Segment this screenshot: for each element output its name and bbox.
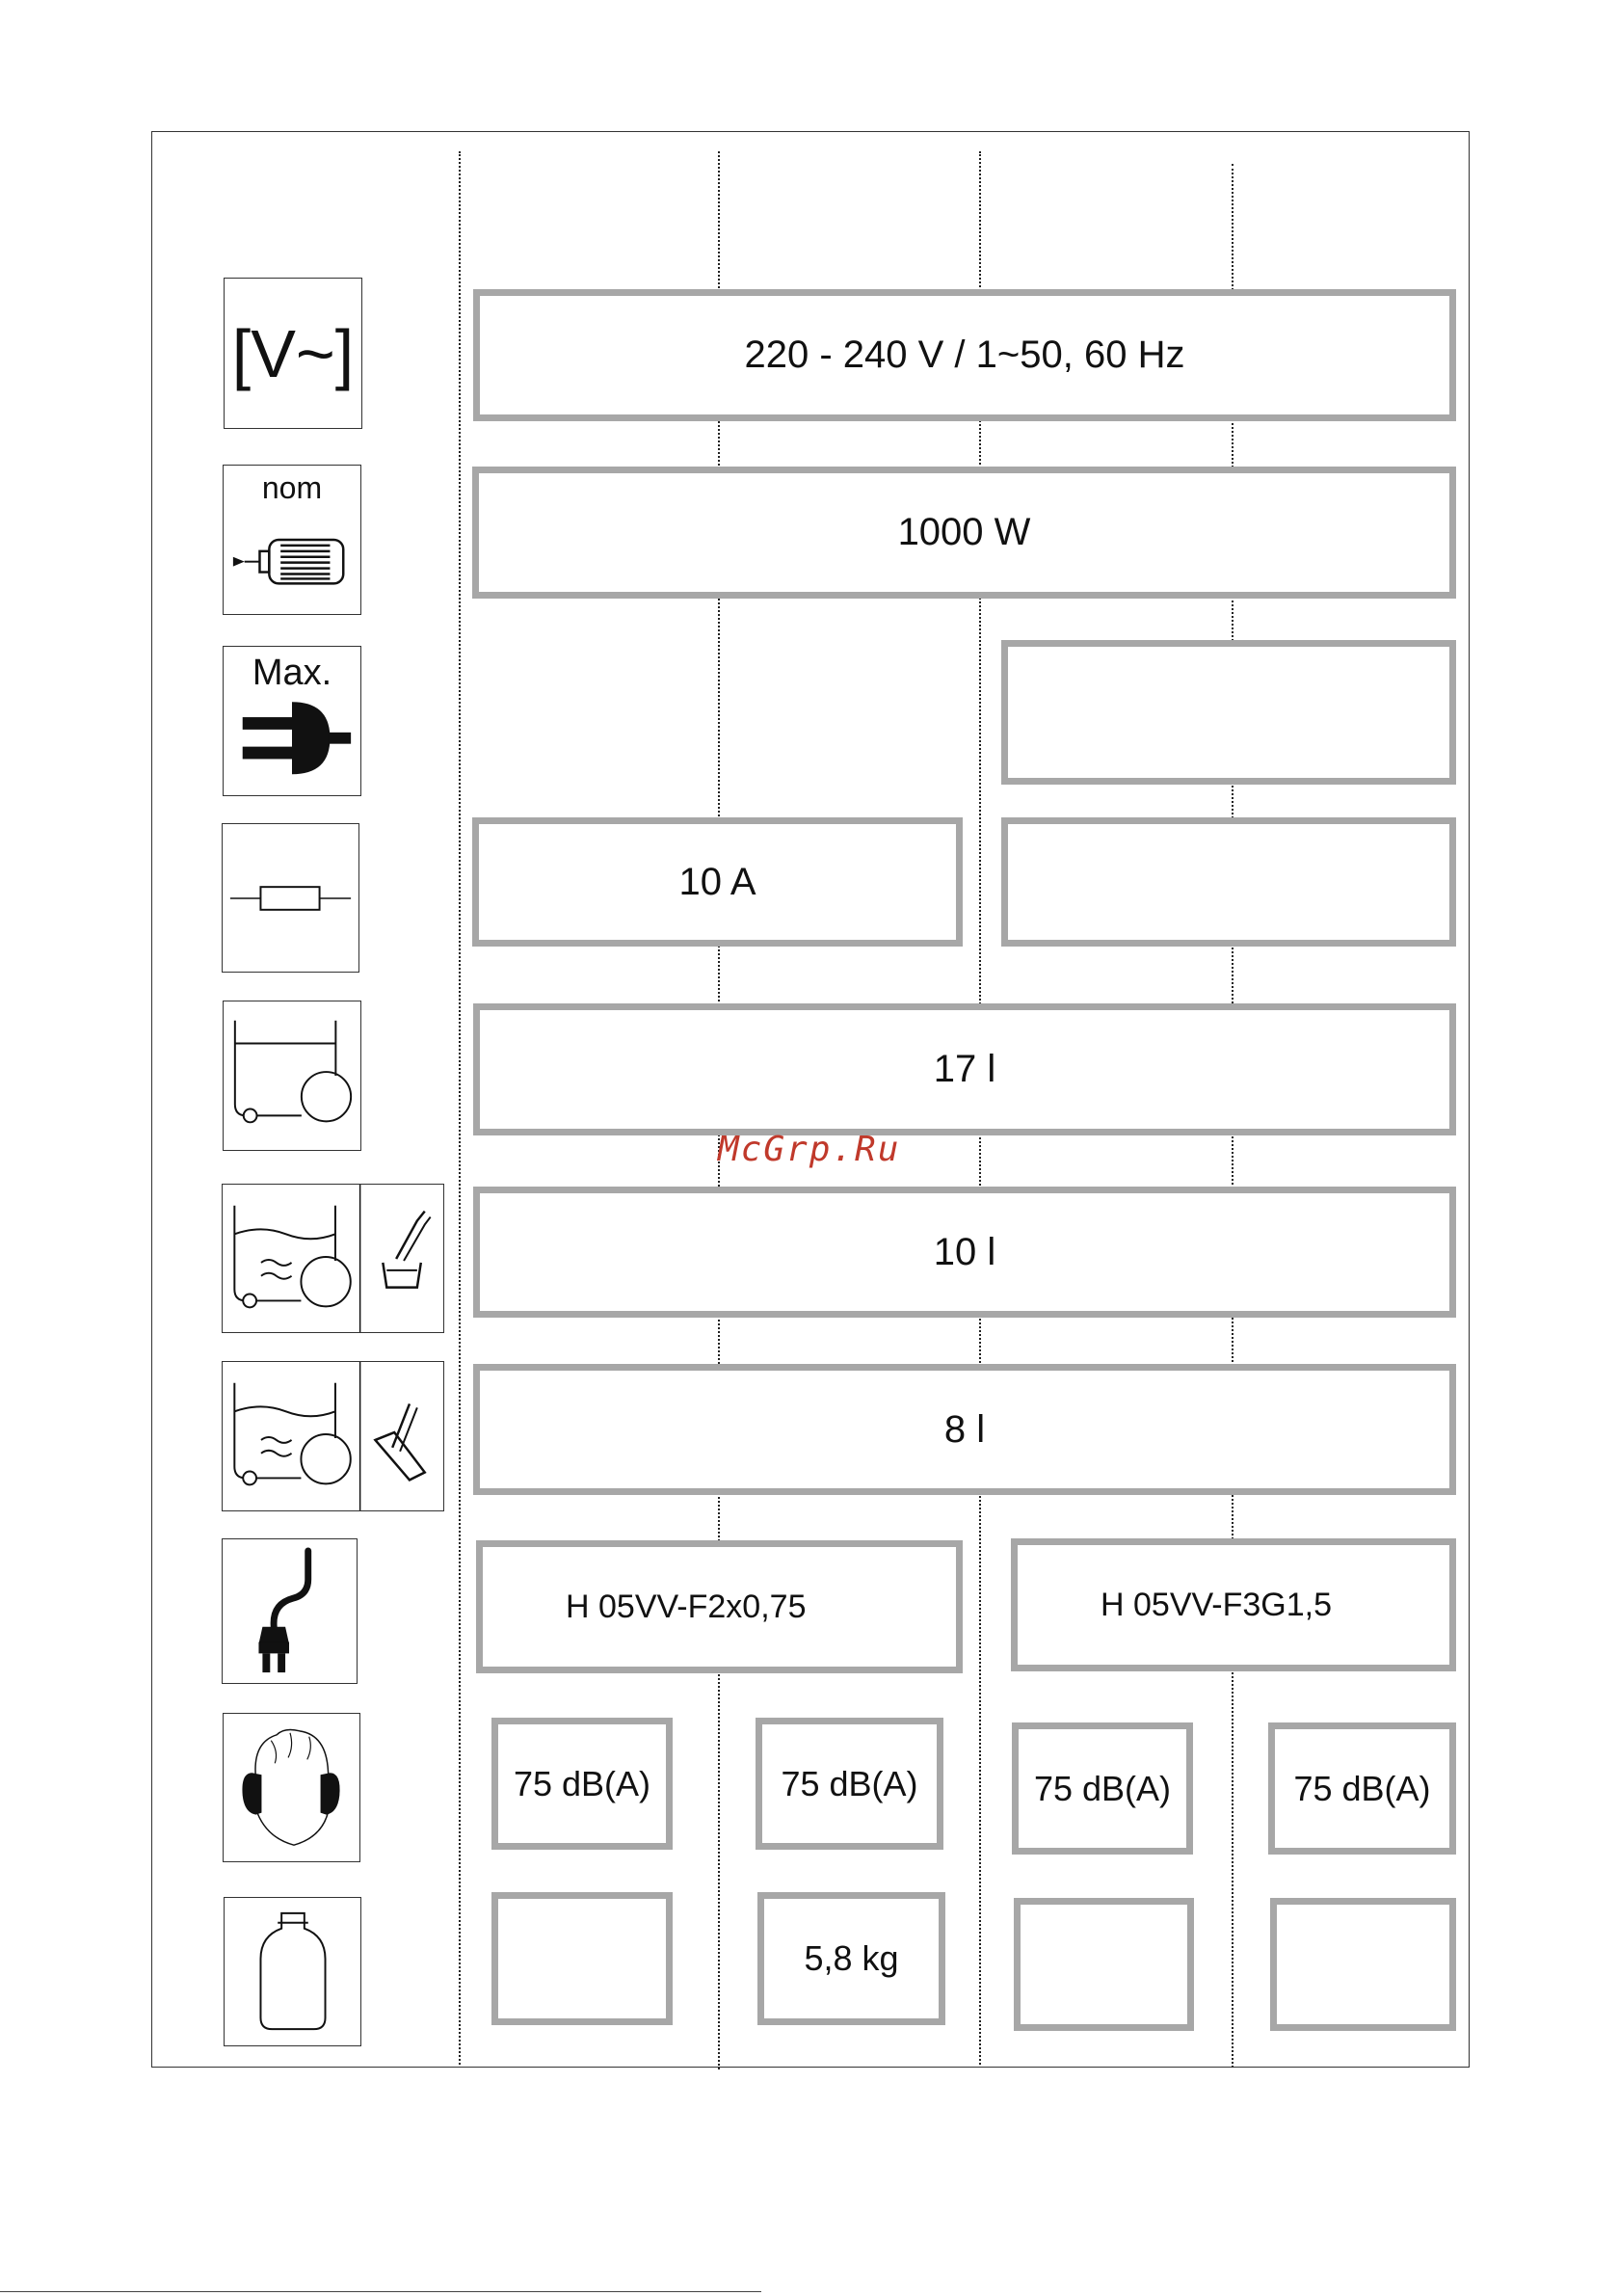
voltage-value-box bbox=[473, 289, 1456, 421]
noise-value-3: 75 dB(A) bbox=[1033, 1768, 1172, 1808]
noise-value-1: 75 dB(A) bbox=[513, 1763, 651, 1803]
fuse-value-box-left bbox=[472, 817, 963, 947]
cable-value-left: H 05VV-F2x0,75 bbox=[566, 1588, 807, 1625]
power-cable-icon bbox=[222, 1538, 358, 1684]
voltage-value: 220 - 240 V / 1~50, 60 Hz bbox=[744, 334, 1185, 376]
fuse-value-left: 10 A bbox=[678, 860, 756, 903]
weight-value-box-2 bbox=[757, 1892, 945, 2025]
liquid-tank-floor-icon bbox=[222, 1361, 444, 1511]
socket-plug-icon bbox=[223, 646, 361, 796]
motor-icon bbox=[223, 465, 361, 615]
watermark: McGrp.Ru bbox=[718, 1130, 901, 1169]
socket-value-box bbox=[1001, 640, 1456, 785]
voltage-icon bbox=[224, 278, 362, 429]
tank-value: 17 l bbox=[933, 1048, 996, 1090]
weight-value-box-4 bbox=[1270, 1898, 1456, 2031]
cable-value-right: H 05VV-F3G1,5 bbox=[1101, 1586, 1333, 1623]
motor-icon-text: nom bbox=[261, 470, 323, 505]
weight-value-box-3 bbox=[1014, 1898, 1194, 2031]
liquid-tank-container-icon bbox=[222, 1184, 444, 1333]
noise-value-box-1 bbox=[491, 1718, 673, 1850]
liquid-floor-value-box bbox=[473, 1364, 1456, 1495]
noise-value-box-3 bbox=[1012, 1722, 1193, 1855]
socket-icon-text: Max. bbox=[252, 653, 332, 693]
weight-icon bbox=[224, 1897, 361, 2046]
bottom-rule bbox=[0, 2291, 761, 2292]
noise-value-4: 75 dB(A) bbox=[1293, 1768, 1431, 1808]
voltage-icon-text: [V~] bbox=[231, 316, 355, 391]
fuse-value-box-right bbox=[1001, 817, 1456, 947]
tank-value-box bbox=[473, 1003, 1456, 1135]
liquid-container-value-box bbox=[473, 1187, 1456, 1318]
tank-icon bbox=[223, 1001, 361, 1151]
weight-value-box-1 bbox=[491, 1892, 673, 2025]
cable-value-box-right bbox=[1011, 1538, 1456, 1671]
noise-value-box-2 bbox=[756, 1718, 943, 1850]
fuse-icon bbox=[222, 823, 359, 973]
noise-value-box-4 bbox=[1268, 1722, 1456, 1855]
liquid-container-value: 10 l bbox=[933, 1230, 996, 1273]
ear-protection-icon bbox=[223, 1713, 360, 1862]
cable-value-box-left bbox=[476, 1540, 963, 1673]
power-value: 1000 W bbox=[897, 511, 1031, 553]
weight-value-2: 5,8 kg bbox=[804, 1938, 899, 1978]
column-separator bbox=[459, 151, 461, 2065]
liquid-floor-value: 8 l bbox=[943, 1407, 986, 1451]
noise-value-2: 75 dB(A) bbox=[781, 1763, 918, 1803]
power-value-box bbox=[472, 467, 1456, 599]
